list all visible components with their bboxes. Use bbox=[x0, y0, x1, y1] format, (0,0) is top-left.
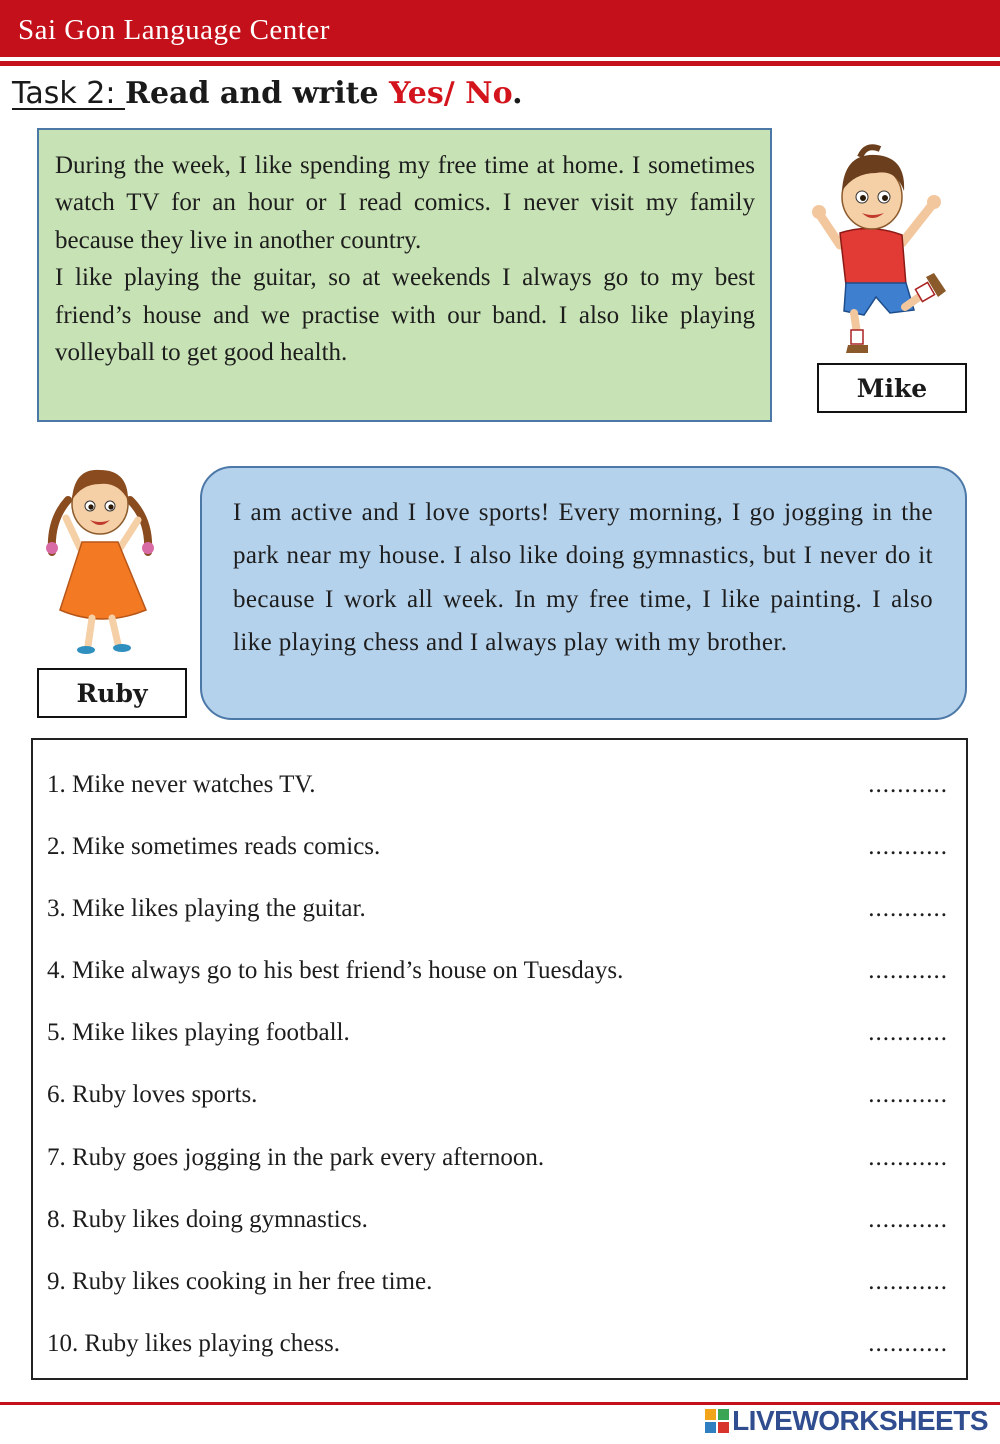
answer-blank[interactable]: ........... bbox=[868, 1144, 948, 1171]
question-text: 2. Mike sometimes reads comics. bbox=[47, 833, 381, 860]
answer-blank[interactable]: ........... bbox=[868, 1268, 948, 1295]
question-row bbox=[47, 957, 947, 997]
question-text: 10. Ruby likes playing chess. bbox=[47, 1330, 341, 1357]
mike-reading-text bbox=[55, 147, 755, 371]
question-row bbox=[47, 833, 947, 873]
mike-name-label: Mike bbox=[817, 363, 967, 413]
answer-blank[interactable]: ........... bbox=[868, 957, 948, 984]
question-text: 3. Mike likes playing the guitar. bbox=[47, 895, 366, 922]
task-instruction: Read and write bbox=[125, 76, 389, 111]
question-row bbox=[47, 1268, 947, 1308]
question-row bbox=[47, 771, 947, 811]
question-text: 9. Ruby likes cooking in her free time. bbox=[47, 1268, 433, 1295]
ruby-reading-box bbox=[200, 466, 967, 720]
header-title: Sai Gon Language Center bbox=[18, 14, 330, 46]
liveworksheets-logo[interactable] bbox=[705, 1406, 988, 1436]
question-text: 5. Mike likes playing football. bbox=[47, 1019, 350, 1046]
answer-blank[interactable]: ........... bbox=[868, 1206, 948, 1233]
questions-box bbox=[31, 738, 968, 1380]
question-text: 8. Ruby likes doing gymnastics. bbox=[47, 1206, 368, 1233]
answer-blank[interactable]: ........... bbox=[868, 1019, 948, 1046]
mike-boy-illustration bbox=[810, 135, 950, 360]
answer-blank[interactable]: ........... bbox=[868, 771, 948, 798]
question-text: 4. Mike always go to his best friend’s house on Tuesdays. bbox=[47, 957, 624, 984]
mike-paragraph-2: I like playing the guitar, so at weekends I always go to my best friend’s house and we practise with our band. I also like playing volleyball to get good health. bbox=[55, 264, 755, 367]
task-label: Task 2: bbox=[12, 76, 126, 111]
answer-blank[interactable]: ........... bbox=[868, 833, 948, 860]
mike-reading-box bbox=[37, 128, 772, 422]
answer-blank[interactable]: ........... bbox=[868, 1330, 948, 1357]
answer-blank[interactable]: ........... bbox=[868, 1081, 948, 1108]
ruby-girl-illustration bbox=[38, 460, 173, 660]
header-bar bbox=[0, 0, 1000, 57]
question-row bbox=[47, 1206, 947, 1246]
question-row bbox=[47, 1330, 947, 1370]
question-text: 1. Mike never watches TV. bbox=[47, 771, 316, 798]
ruby-reading-text: I am active and I love sports! Every morning, I go jogging in the park near my house. I also like doing gymnastics, but I never do it because I work all week. In my free time, I like painting. I also like playing chess and I always play with my brother. bbox=[233, 499, 933, 656]
header-divider bbox=[0, 61, 1000, 66]
question-text: 7. Ruby goes jogging in the park every afternoon. bbox=[47, 1144, 545, 1171]
liveworksheets-logo-icon bbox=[705, 1409, 729, 1433]
task-answer-options: Yes/ No bbox=[388, 76, 513, 111]
question-row bbox=[47, 1144, 947, 1184]
question-row bbox=[47, 895, 947, 935]
question-row bbox=[47, 1019, 947, 1059]
task-period: . bbox=[512, 76, 523, 111]
mike-paragraph-1: During the week, I like spending my free time at home. I sometimes watch TV for an hour or I read comics. I never visit my family because they live in another country. bbox=[55, 152, 755, 254]
answer-blank[interactable]: ........... bbox=[868, 895, 948, 922]
question-row bbox=[47, 1081, 947, 1121]
ruby-name-label: Ruby bbox=[37, 668, 187, 718]
liveworksheets-brand: LIVEWORKSHEETS bbox=[732, 1405, 988, 1436]
question-text: 6. Ruby loves sports. bbox=[47, 1081, 258, 1108]
task-title bbox=[12, 76, 523, 111]
